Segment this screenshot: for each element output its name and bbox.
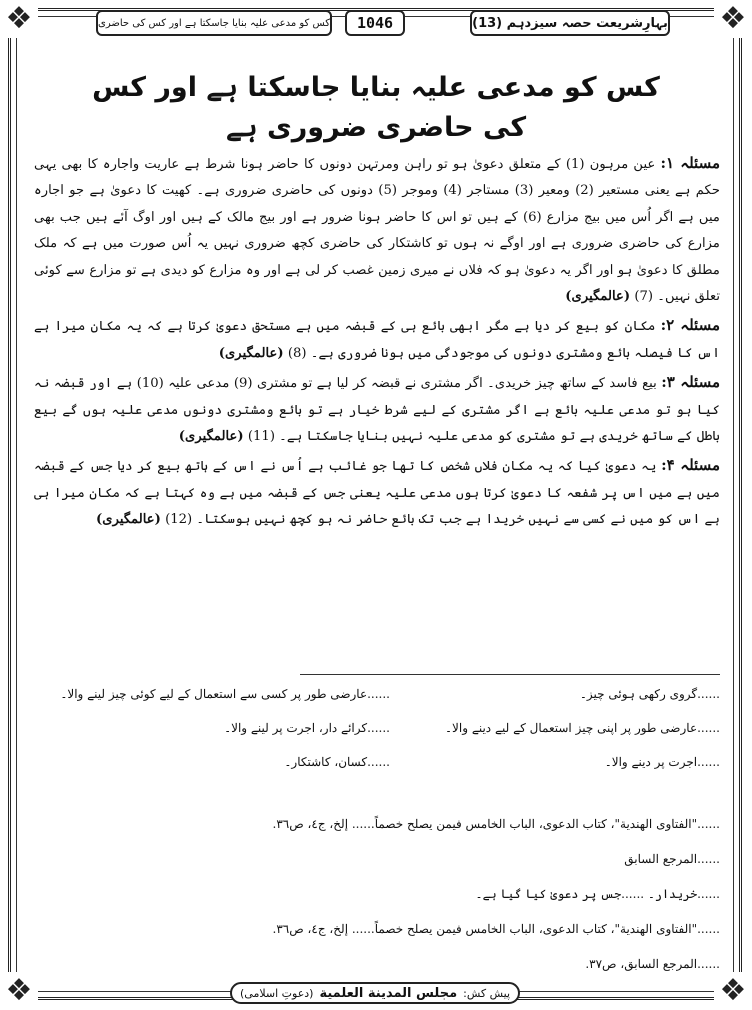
masala-text: مکان کو بیع کر دیا ہے مگر ابھی بائع ہی کے قبضہ میں ہے مستحق دعویٰ کرتا ہے کہ یہ مکان میرا ہے اس کا فیصلہ بائع ومشتری دونوں کی موجودگی میں ہونا ضروری ہے۔ (8) — [34, 319, 720, 361]
masala-label: مسئلہ ۳: — [661, 373, 720, 392]
footnote-6: ......کسان، کاشتکار۔ — [284, 755, 390, 769]
corner-ornament-icon: ❖ — [0, 972, 38, 1010]
masala-text: عین مرہون (1) کے متعلق دعویٰ ہو تو راہن ومرتہن دونوں کا حاضر ہونا شرط ہے عاریت واجارہ کا بھی یہی حکم ہے یعنی مستعیر (2) ومعیر (3) مستاجر (4) وموجر (5) دونوں کی حاضری ضروری ہے۔ کھیت کا دعویٰ ہے جو اجارہ میں ہے اگر اُس میں بیج مزارع (6) کے ہیں تو اس کا حاضر ہونا ضرور ہے اور بیج مالک کے ہیں اور اوگ آئے ہیں جب بھی مزارع کی حاضری ضروری ہے اور اوگے نہ ہوں تو کاشتکار کی حاضری کچھ ضروری نہیں یہ اُس صورت میں ہے کہ ملک مطلق کا دعویٰ ہو اور اگر یہ دعویٰ ہو کہ فلاں نے میری زمین غصب کر لی ہے اور وہ مزارع کو دیدی ہے تو مزارع سے کوئی تعلق نہیں۔ (7) — [34, 157, 720, 305]
header-section-title: کس کو مدعی علیہ بنایا جاسکتا ہے اور کس کی حاضری — [96, 10, 332, 36]
masala-1 — [34, 150, 720, 310]
masala-text: یہ دعویٰ کیا کہ یہ مکان فلاں شخص کا تھا جو غائب ہے اُس نے اس کے ہاتھ بیع کر دیا جس کے قبضہ میں ہے میں اس پر شفعہ کا دعویٰ کرتا ہوں مدعی علیہ یعنی جس کے قبضہ میں ہے وہ کہتا ہے کہ مکان میرا ہی ہے اس کو میں نے کسی سے نہیں خریدا ہے جب تک بائع حاضر نہ ہو کچھ نہیں ہوسکتا۔ (12) — [34, 459, 720, 528]
masala-label: مسئلہ ۲: — [660, 316, 720, 335]
footer-prefix: پیش کش: — [463, 986, 511, 1000]
masala-reference: (عالمگیری) — [218, 345, 284, 361]
footnote-5: ......اجرت پر دینے والا۔ — [604, 755, 720, 769]
footnote-4: ......کرائے دار، اجرت پر لینے والا۔ — [224, 721, 390, 735]
chapter-title-line2: کی حاضری ضروری ہے — [225, 112, 527, 143]
masala-label: مسئلہ ۴: — [661, 456, 720, 475]
corner-ornament-icon: ❖ — [0, 0, 38, 38]
footnotes-grid — [60, 682, 720, 774]
chapter-title-line1: کس کو مدعی علیہ بنایا جاسکتا ہے اور کس — [92, 72, 660, 103]
footnote-2: ......عارضی طور پر کسی سے استعمال کے لیے کوئی چیز لینے والا۔ — [60, 687, 390, 701]
body-text — [34, 150, 720, 536]
masala-3 — [34, 369, 720, 450]
footnotes-list — [60, 812, 720, 987]
masala-reference: (عالمگیری) — [565, 289, 631, 305]
footnote-8: ......المرجع السابق — [624, 852, 720, 866]
footer-publisher: مجلس المدینة العلمیة — [319, 985, 458, 1001]
masala-reference: (عالمگیری) — [178, 429, 244, 445]
footnote-12: ......المرجع السابق، ص٣٧. — [585, 957, 720, 971]
page-number: 1046 — [345, 10, 405, 36]
corner-ornament-icon: ❖ — [714, 972, 752, 1010]
corner-ornament-icon: ❖ — [714, 0, 752, 38]
header-book-title: بہارِشریعت حصہ سیزدہم (13) — [470, 10, 670, 36]
masala-label: مسئلہ ۱: — [660, 154, 720, 172]
masala-reference: (عالمگیری) — [96, 512, 161, 528]
footnote-1: ......گروی رکھی ہوئی چیز۔ — [579, 687, 720, 701]
footnote-3: ......عارضی طور پر اپنی چیز استعمال کے لیے دینے والا۔ — [445, 721, 720, 735]
footnote-7: ......"الفتاوی الھندیة"، کتاب الدعوی، الباب الخامس فیمن یصلح خصماً...... إلخ، ج٤، ص٣٦. — [272, 817, 720, 831]
masala-2 — [34, 312, 720, 367]
publisher-footer — [230, 982, 520, 1004]
footnote-divider — [300, 674, 720, 675]
masala-text: بیع فاسد کے ساتھ چیز خریدی۔ اگر مشتری نے قبضہ کر لیا ہے تو مشتری (9) مدعی علیہ (10) ہے اور قبضہ نہ کیا ہو تو مدعی علیہ بائع ہے اگر مشتری کے لیے شرط خیار ہے تو بائع ومشتری دونوں مدعی علیہ ہوں گے بیع باطل کے ساتھ خریدی ہے تو مشتری کو مدعی علیہ نہیں بنایا جاسکتا ہے۔ (11) — [34, 376, 720, 445]
footnote-11: ......"الفتاوی الھندیة"، کتاب الدعوی، الباب الخامس فیمن یصلح خصماً...... إلخ، ج٤، ص٣٦. — [272, 922, 720, 936]
footer-suffix: (دعوتِ اسلامی) — [239, 986, 314, 1000]
footnote-9-10: ......خریدار۔ ......جس پر دعویٰ کیا گیا ہے۔ — [475, 887, 720, 901]
masala-4 — [34, 452, 720, 533]
